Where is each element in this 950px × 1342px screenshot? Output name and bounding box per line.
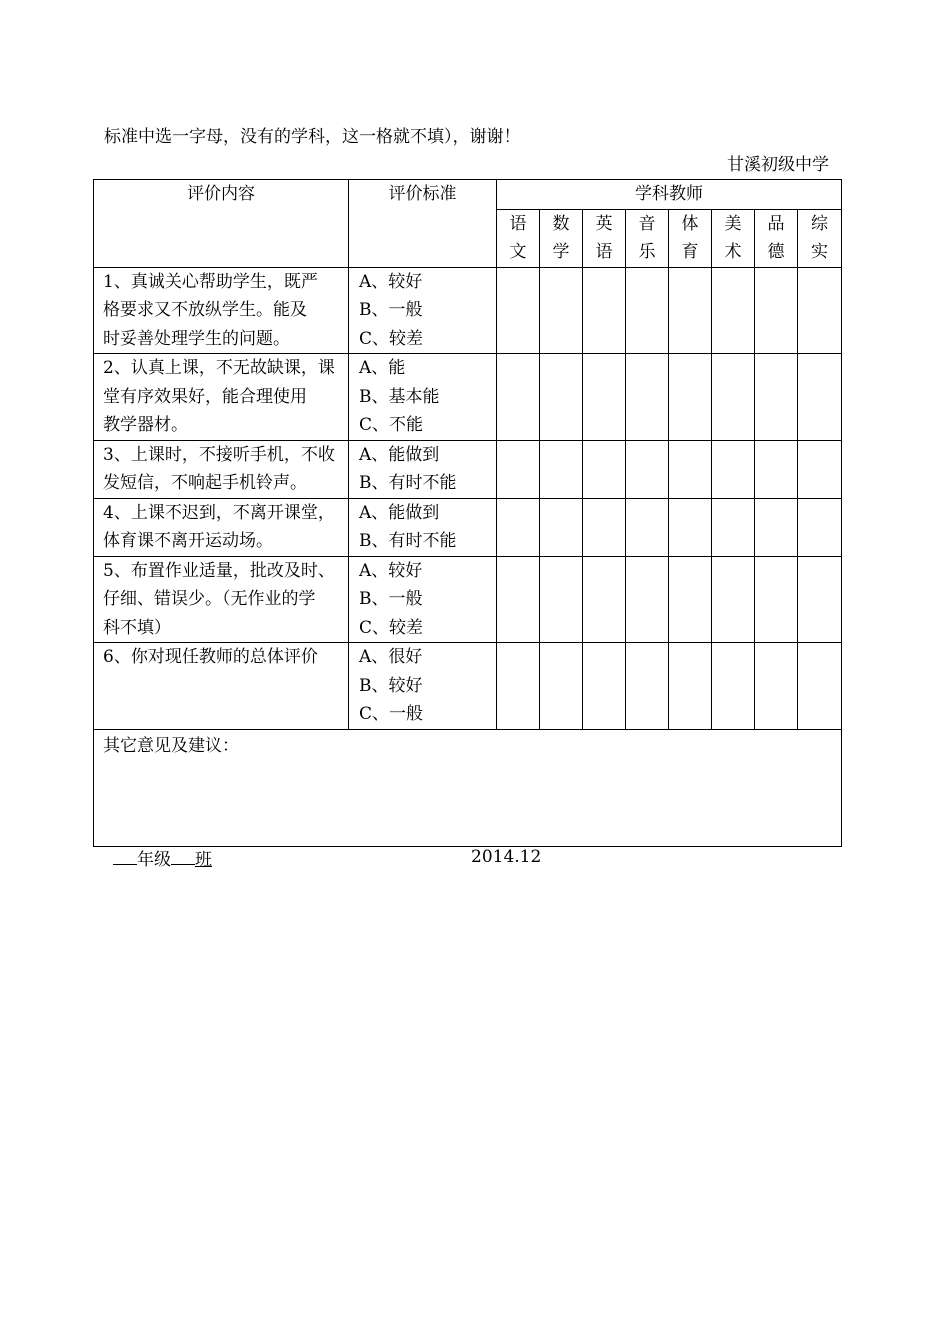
subject-header: 综 实 xyxy=(798,209,842,267)
rating-cell[interactable] xyxy=(540,556,583,643)
rating-cell[interactable] xyxy=(626,354,669,441)
rating-cell[interactable] xyxy=(583,643,626,730)
standard-cell: A、能做到 B、有时不能 xyxy=(349,440,497,498)
subject-header: 英 语 xyxy=(583,209,626,267)
opinion-label: 其它意见及建议： xyxy=(103,735,239,756)
header-subject-teachers: 学科教师 xyxy=(497,180,842,210)
criterion-cell: 2、认真上课，不无故缺课，课 堂有序效果好，能合理使用 教学器材。 xyxy=(94,354,349,441)
rating-cell[interactable] xyxy=(798,440,842,498)
rating-cell[interactable] xyxy=(755,556,798,643)
rating-cell[interactable] xyxy=(755,440,798,498)
rating-cell[interactable] xyxy=(669,498,712,556)
rating-cell[interactable] xyxy=(798,556,842,643)
rating-cell[interactable] xyxy=(583,354,626,441)
rating-cell[interactable] xyxy=(583,440,626,498)
rating-cell[interactable] xyxy=(497,440,540,498)
standard-cell: A、能 B、基本能 C、不能 xyxy=(349,354,497,441)
intro-text: 标准中选一字母，没有的学科，这一格就不填），谢谢！ xyxy=(104,127,521,147)
grade-class-line xyxy=(113,846,212,871)
rating-cell[interactable] xyxy=(626,498,669,556)
subject-header: 体 育 xyxy=(669,209,712,267)
table-row xyxy=(94,498,842,556)
rating-cell[interactable] xyxy=(626,643,669,730)
rating-cell[interactable] xyxy=(497,643,540,730)
rating-cell[interactable] xyxy=(755,498,798,556)
class-blank[interactable] xyxy=(171,846,195,865)
table-row xyxy=(94,440,842,498)
rating-cell[interactable] xyxy=(583,498,626,556)
rating-cell[interactable] xyxy=(626,556,669,643)
rating-cell[interactable] xyxy=(626,267,669,354)
criterion-cell: 6、你对现任教师的总体评价 xyxy=(94,643,349,730)
rating-cell[interactable] xyxy=(626,440,669,498)
rating-cell[interactable] xyxy=(755,643,798,730)
table-row xyxy=(94,556,842,643)
table-row xyxy=(94,354,842,441)
rating-cell[interactable] xyxy=(540,354,583,441)
rating-cell[interactable] xyxy=(712,556,755,643)
standard-cell: A、很好 B、较好 C、一般 xyxy=(349,643,497,730)
criterion-cell: 1、真诚关心帮助学生，既严 格要求又不放纵学生。能及 时妥善处理学生的问题。 xyxy=(94,267,349,354)
criterion-cell: 5、布置作业适量，批改及时、 仔细、错误少。（无作业的学 科不填） xyxy=(94,556,349,643)
rating-cell[interactable] xyxy=(497,498,540,556)
rating-cell[interactable] xyxy=(540,440,583,498)
table-row xyxy=(94,267,842,354)
subject-header: 语 文 xyxy=(497,209,540,267)
rating-cell[interactable] xyxy=(798,643,842,730)
subject-header: 音 乐 xyxy=(626,209,669,267)
rating-cell[interactable] xyxy=(755,267,798,354)
rating-cell[interactable] xyxy=(755,354,798,441)
subject-header: 品 德 xyxy=(755,209,798,267)
rating-cell[interactable] xyxy=(712,643,755,730)
rating-cell[interactable] xyxy=(669,556,712,643)
header-row xyxy=(94,180,842,210)
grade-blank[interactable] xyxy=(113,846,137,865)
header-content: 评价内容 xyxy=(94,180,349,268)
rating-cell[interactable] xyxy=(497,354,540,441)
rating-cell[interactable] xyxy=(712,354,755,441)
opinion-row xyxy=(94,729,842,846)
rating-cell[interactable] xyxy=(669,267,712,354)
rating-cell[interactable] xyxy=(497,267,540,354)
subject-header: 数 学 xyxy=(540,209,583,267)
subject-header: 美 术 xyxy=(712,209,755,267)
standard-cell: A、较好 B、一般 C、较差 xyxy=(349,267,497,354)
rating-cell[interactable] xyxy=(583,556,626,643)
rating-cell[interactable] xyxy=(798,354,842,441)
rating-cell[interactable] xyxy=(712,267,755,354)
rating-cell[interactable] xyxy=(669,440,712,498)
evaluation-table xyxy=(93,179,842,847)
table-row xyxy=(94,643,842,730)
rating-cell[interactable] xyxy=(497,556,540,643)
rating-cell[interactable] xyxy=(540,643,583,730)
rating-cell[interactable] xyxy=(712,440,755,498)
rating-cell[interactable] xyxy=(583,267,626,354)
rating-cell[interactable] xyxy=(669,643,712,730)
school-name: 甘溪初级中学 xyxy=(727,155,829,175)
rating-cell[interactable] xyxy=(712,498,755,556)
opinion-cell[interactable] xyxy=(94,729,842,846)
rating-cell[interactable] xyxy=(540,498,583,556)
grade-label: 年级 xyxy=(137,850,171,870)
criterion-cell: 3、上课时，不接听手机，不收 发短信，不响起手机铃声。 xyxy=(94,440,349,498)
criterion-cell: 4、上课不迟到，不离开课堂， 体育课不离开运动场。 xyxy=(94,498,349,556)
rating-cell[interactable] xyxy=(540,267,583,354)
standard-cell: A、能做到 B、有时不能 xyxy=(349,498,497,556)
date-text: 2014.12 xyxy=(471,847,542,867)
class-label: 班 xyxy=(195,850,212,870)
header-standard: 评价标准 xyxy=(349,180,497,268)
rating-cell[interactable] xyxy=(798,498,842,556)
standard-cell: A、较好 B、一般 C、较差 xyxy=(349,556,497,643)
rating-cell[interactable] xyxy=(798,267,842,354)
rating-cell[interactable] xyxy=(669,354,712,441)
